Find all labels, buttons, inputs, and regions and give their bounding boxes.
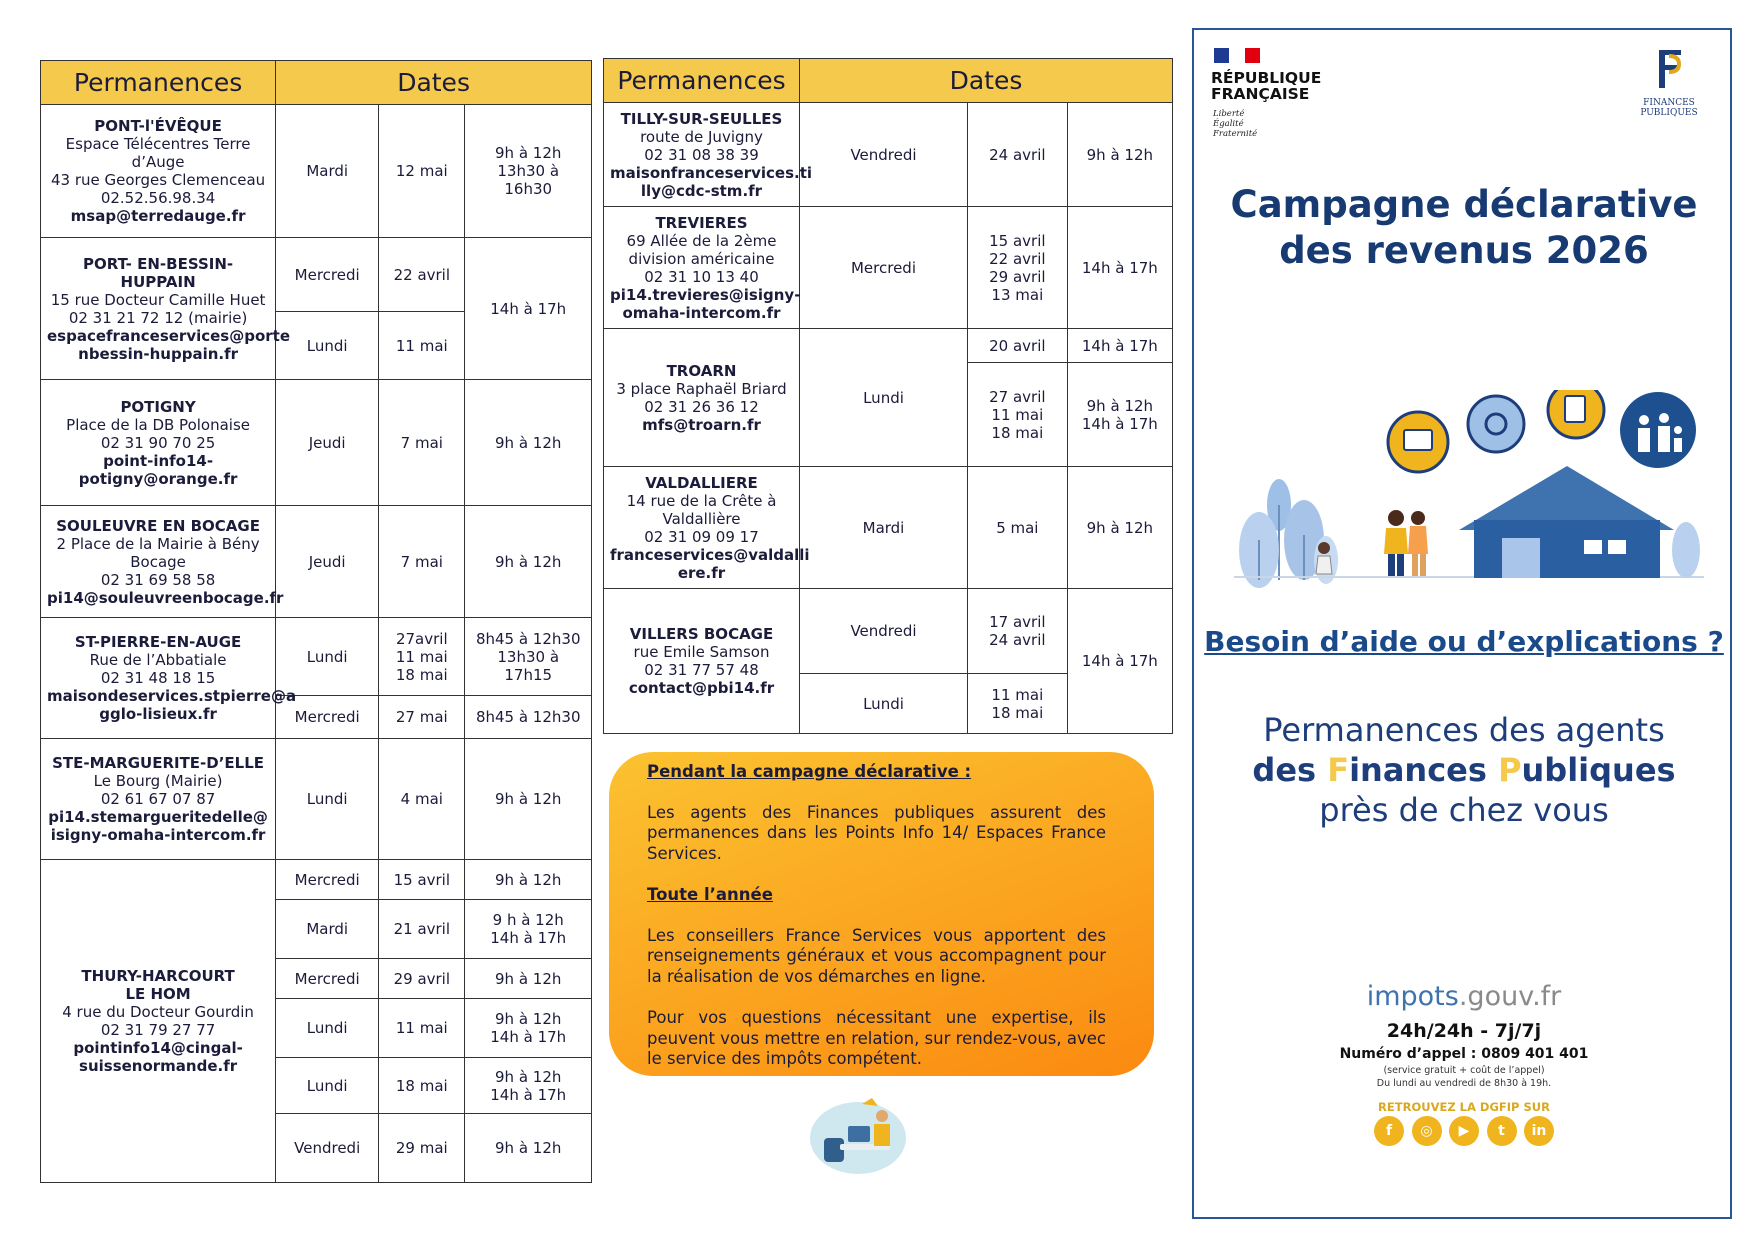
table-row: [604, 103, 1173, 207]
date-cell: 12 mai: [379, 105, 465, 238]
day-cell: Lundi: [800, 674, 968, 734]
help-question-link[interactable]: Besoin d’aide ou d’explications ?: [1204, 625, 1724, 658]
location-address: 15 rue Docteur Camille Huet: [50, 290, 266, 309]
day-cell: Lundi: [276, 739, 379, 860]
hours-cell: 14h à 17h: [1067, 589, 1172, 734]
location-cell: [41, 380, 276, 506]
day-cell: Lundi: [276, 999, 379, 1058]
finances-publiques-logo: [1619, 46, 1719, 118]
header-permanences: Permanences: [41, 61, 276, 105]
hours-cell: 9h à 12h: [465, 959, 592, 999]
day-cell: Jeudi: [276, 506, 379, 618]
date-cell: 7 mai: [379, 506, 465, 618]
location-cell: [604, 103, 813, 207]
location-phone: 02 31 69 58 58: [100, 570, 216, 589]
date-cell: 11 mai: [379, 999, 465, 1058]
phone-number: Numéro d’appel : 0809 401 401: [1339, 1046, 1589, 1062]
location-cell: [41, 618, 297, 739]
date-cell: 29 mai: [379, 1114, 465, 1183]
location-address: 69 Allée de la 2ème division américaine: [626, 231, 777, 268]
french-flag-icon: [1214, 48, 1260, 63]
table-row: [41, 739, 592, 860]
location-email[interactable]: mfs@troarn.fr: [642, 415, 761, 434]
hours-cell: 9h à 12h: [1067, 103, 1172, 207]
hours-cell: 9h à 12h: [1067, 467, 1172, 589]
location-name: TROARN: [666, 361, 737, 380]
location-email[interactable]: maisondeservices.stpierre@a gglo-lisieux.fr: [47, 687, 297, 723]
day-cell: Lundi: [276, 618, 379, 696]
location-email[interactable]: pointinfo14@cingal- suissenormande.fr: [73, 1039, 243, 1075]
date-cell: 22 avril: [379, 238, 465, 312]
instagram-icon[interactable]: ◎: [1412, 1116, 1442, 1146]
hours-cell: 9h à 12h: [465, 380, 592, 506]
location-email[interactable]: point-info14- potigny@orange.fr: [78, 451, 238, 488]
republique-motto: Liberté Égalité Fraternité: [1213, 109, 1258, 139]
location-phone: 02 31 48 18 15: [100, 669, 216, 687]
location-email[interactable]: espacefranceservices@porte nbessin-huppain.fr: [47, 326, 291, 363]
youtube-icon[interactable]: ▶: [1449, 1116, 1479, 1146]
location-phone: 02 31 21 72 12 (mairie): [68, 308, 248, 327]
permanences-table-left: [40, 60, 592, 1183]
location-name: ST-PIERRE-EN-AUGE: [74, 633, 242, 651]
table-row: [604, 589, 1173, 674]
info-paragraph-campaign: Les agents des Finances publiques assurent des permanences dans les Points Info 14/ Espaces France Services.: [647, 802, 1106, 863]
table-row: [604, 207, 1173, 329]
hours-cell: 9h à 12h: [465, 1114, 592, 1183]
house-family-illustration: [1234, 390, 1704, 642]
impots-gouv-logo[interactable]: impots.gouv.fr: [1366, 981, 1562, 1012]
location-address: Rue de l’Abbatiale: [89, 651, 227, 669]
location-cell: [41, 860, 276, 1183]
finances-publiques-emblem-icon: [1649, 46, 1689, 90]
location-address: route de Juvigny: [640, 127, 763, 146]
hours-cell: 8h45 à 12h30 13h30 à 17h15: [465, 618, 592, 696]
date-cell: 27 avril 11 mai 18 mai: [968, 363, 1068, 467]
location-name: PORT- EN-BESSIN-HUPPAIN: [83, 254, 234, 291]
hours-cell: 9h à 12h 13h30 à 16h30: [465, 105, 592, 238]
location-phone: 02 31 79 27 77: [100, 1021, 216, 1039]
hours-cell: 9h à 12h 14h à 17h: [1067, 363, 1172, 467]
location-name: VILLERS BOCAGE: [629, 625, 774, 643]
day-cell: Lundi: [276, 1058, 379, 1114]
permanences-table-right: [603, 58, 1173, 734]
location-address: 2 Place de la Mairie à Bény Bocage: [56, 534, 260, 571]
location-address: 14 rue de la Crête à Valdallière: [626, 491, 777, 528]
date-cell: 27avril 11 mai 18 mai: [379, 618, 465, 696]
location-cell: [41, 238, 291, 380]
day-cell: Mercredi: [276, 959, 379, 999]
day-cell: Mercredi: [800, 207, 968, 329]
day-cell: Vendredi: [800, 103, 968, 207]
location-address: Espace Télécentres Terre d’Auge 43 rue Georges Clemenceau: [50, 135, 266, 189]
location-cell: [604, 207, 800, 329]
location-address: 3 place Raphaël Briard: [616, 379, 787, 398]
permanences-heading: [1194, 710, 1734, 830]
hours-cell: 9h à 12h: [465, 860, 592, 900]
hours-cell: 14h à 17h: [1067, 207, 1172, 329]
date-cell: 15 avril 22 avril 29 avril 13 mai: [968, 207, 1068, 329]
day-cell: Mardi: [276, 900, 379, 959]
location-phone: 02.52.56.98.34: [100, 189, 216, 207]
header-permanences: Permanences: [604, 59, 800, 103]
table-header-row: [41, 61, 592, 105]
republique-francaise-logo-text: RÉPUBLIQUE FRANÇAISE: [1211, 69, 1322, 103]
date-cell: 21 avril: [379, 900, 465, 959]
location-phone: 02 31 09 09 17: [644, 527, 759, 546]
date-cell: 15 avril: [379, 860, 465, 900]
table-row: [604, 329, 1173, 363]
location-phone: 02 61 67 07 87: [100, 790, 216, 808]
day-cell: Vendredi: [276, 1114, 379, 1183]
table-row: [41, 618, 592, 696]
hours-cell: 9h à 12h: [465, 739, 592, 860]
location-name: SOULEUVRE EN BOCAGE: [56, 516, 260, 535]
location-name: STE-MARGUERITE-D’ELLE: [52, 754, 265, 772]
social-icons: [1374, 1116, 1554, 1146]
location-phone: 02 31 26 36 12: [644, 397, 759, 416]
agent-desk-illustration: [804, 1086, 912, 1178]
date-cell: 24 avril: [968, 103, 1068, 207]
day-cell: Vendredi: [800, 589, 968, 674]
info-box: [609, 752, 1154, 1076]
location-name: THURY-HARCOURT LE HOM: [81, 967, 235, 1003]
info-paragraph-services: Les conseillers France Services vous apportent des renseignements généraux et vous accompagnent pour la réalisation de vos démarches en ligne.: [647, 925, 1106, 986]
twitter-icon[interactable]: t: [1487, 1116, 1517, 1146]
hours-cell: 9h à 12h: [465, 506, 592, 618]
location-cell: [604, 589, 800, 734]
date-cell: 11 mai 18 mai: [968, 674, 1068, 734]
day-cell: Mercredi: [276, 238, 379, 312]
table-row: [41, 238, 592, 312]
social-title: RETROUVEZ LA DGFIP SUR: [1378, 1100, 1550, 1114]
day-cell: Mardi: [276, 105, 379, 238]
location-phone: 02 31 10 13 40: [644, 267, 759, 286]
day-cell: Mercredi: [276, 696, 379, 739]
hours-cell: 8h45 à 12h30: [465, 696, 592, 739]
phone-hours-note: Du lundi au vendredi de 8h30 à 19h.: [1376, 1078, 1552, 1089]
location-address: rue Emile Samson: [633, 643, 770, 661]
day-cell: Mercredi: [276, 860, 379, 900]
date-cell: 4 mai: [379, 739, 465, 860]
table-header-row: [604, 59, 1173, 103]
info-heading-campaign: Pendant la campagne déclarative :: [647, 762, 972, 781]
date-cell: 17 avril 24 avril: [968, 589, 1068, 674]
date-cell: 5 mai: [968, 467, 1068, 589]
location-email[interactable]: pi14.stemargueritedelle@ isigny-omaha-intercom.fr: [48, 808, 268, 844]
hours-cell: 9 h à 12h 14h à 17h: [465, 900, 592, 959]
location-cell: [41, 506, 284, 618]
date-cell: 7 mai: [379, 380, 465, 506]
hours-cell: 14h à 17h: [1067, 329, 1172, 363]
location-email[interactable]: pi14.trevieres@isigny- omaha-intercom.fr: [610, 285, 801, 322]
location-email[interactable]: maisonfranceservices.ti lly@cdc-stm.fr: [610, 163, 813, 200]
day-cell: Lundi: [276, 312, 379, 380]
location-name: PONT-l'ÉVÊQUE: [94, 117, 222, 135]
header-dates: Dates: [276, 61, 592, 105]
day-cell: Lundi: [800, 329, 968, 467]
location-address: 4 rue du Docteur Gourdin: [62, 1003, 254, 1021]
date-cell: 18 mai: [379, 1058, 465, 1114]
header-dates: Dates: [800, 59, 1173, 103]
table-row: [41, 506, 592, 618]
location-cell: [41, 739, 276, 860]
permanences-heading-line1: Permanences des agents: [1263, 711, 1665, 749]
location-name: TILLY-SUR-SEULLES: [620, 109, 783, 128]
location-address: Place de la DB Polonaise: [66, 415, 251, 434]
finances-publiques-logo-text: FINANCES PUBLIQUES: [1640, 98, 1698, 118]
location-name: TREVIERES: [655, 213, 748, 232]
location-cell: [604, 329, 800, 467]
date-cell: 11 mai: [379, 312, 465, 380]
hours-cell: 9h à 12h 14h à 17h: [465, 1058, 592, 1114]
date-cell: 29 avril: [379, 959, 465, 999]
facebook-icon[interactable]: f: [1374, 1116, 1404, 1146]
service-hours: 24h/24h - 7j/7j: [1386, 1020, 1542, 1042]
location-email[interactable]: pi14@souleuvreenbocage.fr: [47, 588, 284, 607]
date-cell: 20 avril: [968, 329, 1068, 363]
table-row: [41, 105, 592, 238]
info-paragraph-expertise: Pour vos questions nécessitant une expertise, ils peuvent vous mettre en relation, sur rendez-vous, avec le service des impôts compétent.: [647, 1008, 1106, 1068]
day-cell: Jeudi: [276, 380, 379, 506]
location-phone: 02 31 77 57 48: [644, 661, 759, 679]
table-row: [41, 380, 592, 506]
location-phone: 02 31 08 38 39: [644, 145, 759, 164]
table-row: [604, 467, 1173, 589]
location-email[interactable]: msap@terredauge.fr: [70, 207, 246, 225]
hours-cell: 9h à 12h 14h à 17h: [465, 999, 592, 1058]
location-name: POTIGNY: [120, 397, 196, 416]
permanences-heading-line2: des Finances Publiques: [1252, 751, 1676, 789]
info-heading-year: Toute l’année: [647, 885, 773, 904]
location-cell: [41, 105, 276, 238]
location-email[interactable]: contact@pbi14.fr: [628, 679, 775, 697]
linkedin-icon[interactable]: in: [1524, 1116, 1554, 1146]
permanences-heading-line3: près de chez vous: [1319, 791, 1609, 829]
hours-cell: 14h à 17h: [465, 238, 592, 380]
location-address: Le Bourg (Mairie): [93, 772, 223, 790]
location-cell: [604, 467, 810, 589]
date-cell: 27 mai: [379, 696, 465, 739]
campaign-title: Campagne déclarative des revenus 2026: [1230, 183, 1698, 272]
day-cell: Mardi: [800, 467, 968, 589]
location-email[interactable]: franceservices@valdalli ere.fr: [610, 545, 810, 582]
location-name: VALDALLIERE: [645, 473, 758, 492]
phone-cost-note: (service gratuit + coût de l’appel): [1383, 1065, 1545, 1076]
table-row: [41, 860, 592, 900]
cover-panel: [1192, 28, 1732, 1219]
location-phone: 02 31 90 70 25: [100, 433, 216, 452]
